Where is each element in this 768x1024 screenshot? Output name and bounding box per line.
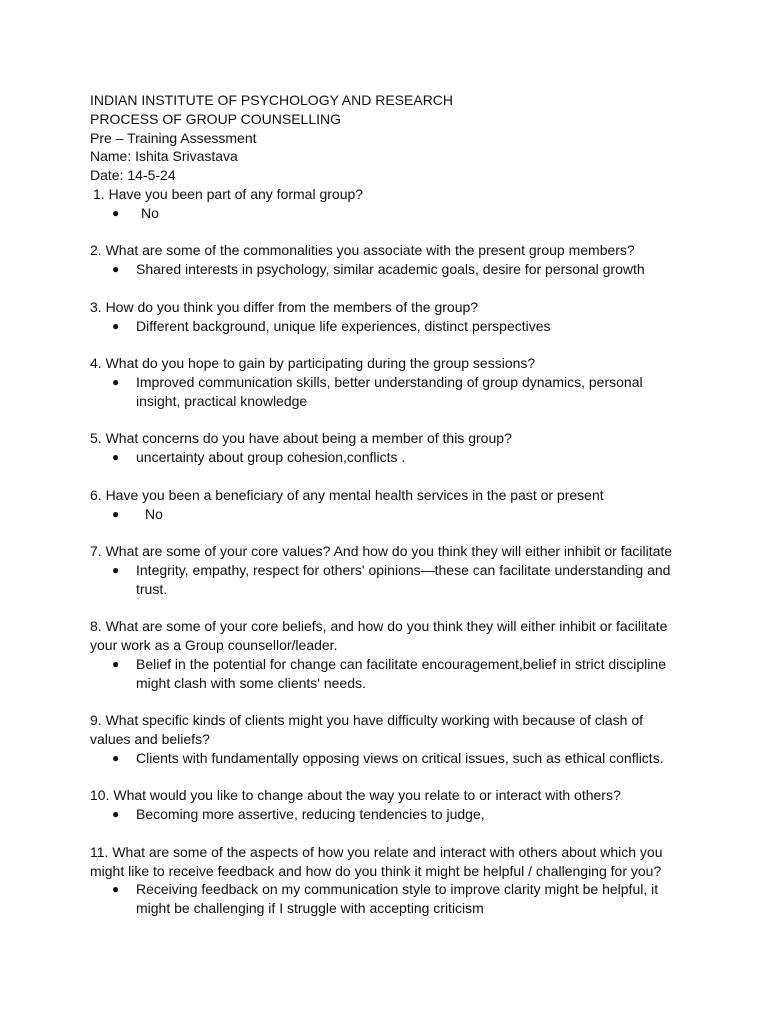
bullet-icon: ●	[112, 750, 120, 765]
answer-text: No	[145, 505, 163, 522]
question-item	[90, 711, 680, 767]
question-item	[90, 429, 680, 467]
document-header	[90, 91, 680, 185]
answer-list	[90, 317, 680, 336]
bullet-icon: ●	[112, 807, 120, 822]
answer-list	[90, 204, 680, 223]
bullet-icon: ●	[112, 562, 120, 577]
question-item	[90, 786, 680, 824]
question-text: 1. Have you been part of any formal group?	[93, 185, 364, 202]
question-item	[90, 617, 680, 692]
answer-text: Belief in the potential for change can facilitate encouragement,belief in strict discipline might clash with some clients' needs.	[136, 655, 666, 691]
institute-title: INDIAN INSTITUTE OF PSYCHOLOGY AND RESEARCH	[90, 92, 454, 108]
question-text: 4. What do you hope to gain by participating during the group sessions?	[90, 355, 536, 372]
answer-list	[90, 373, 680, 411]
question-item	[90, 298, 680, 336]
answer-list	[90, 749, 680, 768]
bullet-icon: ●	[112, 374, 120, 389]
answer-text: uncertainty about group cohesion,conflicts .	[136, 449, 406, 466]
question-item	[90, 241, 680, 279]
question-item	[90, 185, 680, 223]
answer-item	[90, 260, 680, 279]
answer-list	[90, 880, 680, 918]
question-text: 2. What are some of the commonalities you associate with the present group members?	[90, 242, 635, 259]
answer-item	[90, 655, 680, 693]
answer-text: Improved communication skills, better understanding of group dynamics, personal insight, practical knowledge	[136, 373, 643, 409]
answer-item	[90, 448, 680, 467]
question-text: 11. What are some of the aspects of how you relate and interact with others about which you might like to receive feedback and how do you think it might be helpful / challenging for you?	[90, 843, 663, 879]
answer-list	[90, 448, 680, 467]
bullet-icon: ●	[112, 262, 120, 277]
question-text: 5. What concerns do you have about being a member of this group?	[90, 430, 512, 447]
document-page	[90, 91, 680, 918]
answer-text: No	[141, 204, 159, 221]
bullet-icon: ●	[112, 882, 120, 897]
answer-list	[90, 505, 680, 524]
answer-text: Receiving feedback on my communication style to improve clarity might be helpful, it might be challenging if I struggle with accepting criticism	[136, 881, 659, 917]
bullet-icon: ●	[112, 318, 120, 333]
answer-list	[90, 805, 680, 824]
answer-text: Shared interests in psychology, similar academic goals, desire for personal growth	[136, 261, 645, 278]
assessment-title: Pre – Training Assessment	[90, 129, 257, 146]
course-title: PROCESS OF GROUP COUNSELLING	[90, 110, 342, 127]
question-list	[90, 185, 680, 918]
bullet-icon: ●	[112, 205, 120, 220]
question-item	[90, 542, 680, 598]
answer-list	[90, 655, 680, 693]
answer-text: Clients with fundamentally opposing views on critical issues, such as ethical conflicts.	[136, 749, 664, 766]
question-item	[90, 843, 680, 918]
answer-item	[90, 317, 680, 336]
answer-item	[90, 561, 680, 599]
bullet-icon: ●	[112, 506, 120, 521]
student-name: Name: Ishita Srivastava	[90, 148, 238, 165]
answer-item	[90, 373, 680, 411]
question-text: 10. What would you like to change about the way you relate to or interact with others?	[90, 787, 621, 804]
answer-text: Different background, unique life experiences, distinct perspectives	[136, 317, 551, 334]
answer-item	[90, 749, 680, 768]
answer-list	[90, 260, 680, 279]
bullet-icon: ●	[112, 656, 120, 671]
question-item	[90, 354, 680, 410]
assessment-date: Date: 14-5-24	[90, 167, 176, 184]
answer-list	[90, 561, 680, 599]
answer-item	[90, 204, 680, 223]
bullet-icon: ●	[112, 450, 120, 465]
answer-text: Becoming more assertive, reducing tendencies to judge,	[136, 806, 485, 823]
answer-item	[90, 805, 680, 824]
answer-text: Integrity, empathy, respect for others' opinions—these can facilitate understanding and trust.	[136, 561, 671, 597]
question-item	[90, 486, 680, 524]
question-text: 3. How do you think you differ from the members of the group?	[90, 298, 479, 315]
answer-item	[90, 880, 680, 918]
question-text: 6. Have you been a beneficiary of any mental health services in the past or present	[90, 486, 604, 503]
question-text: 8. What are some of your core beliefs, and how do you think they will either inhibit or facilitate your work as a Group counsellor/leader.	[90, 618, 668, 654]
answer-item	[90, 505, 680, 524]
question-text: 7. What are some of your core values? And how do you think they will either inhibit or facilitate	[90, 543, 673, 560]
question-text: 9. What specific kinds of clients might you have difficulty working with because of clash of values and beliefs?	[90, 712, 644, 748]
